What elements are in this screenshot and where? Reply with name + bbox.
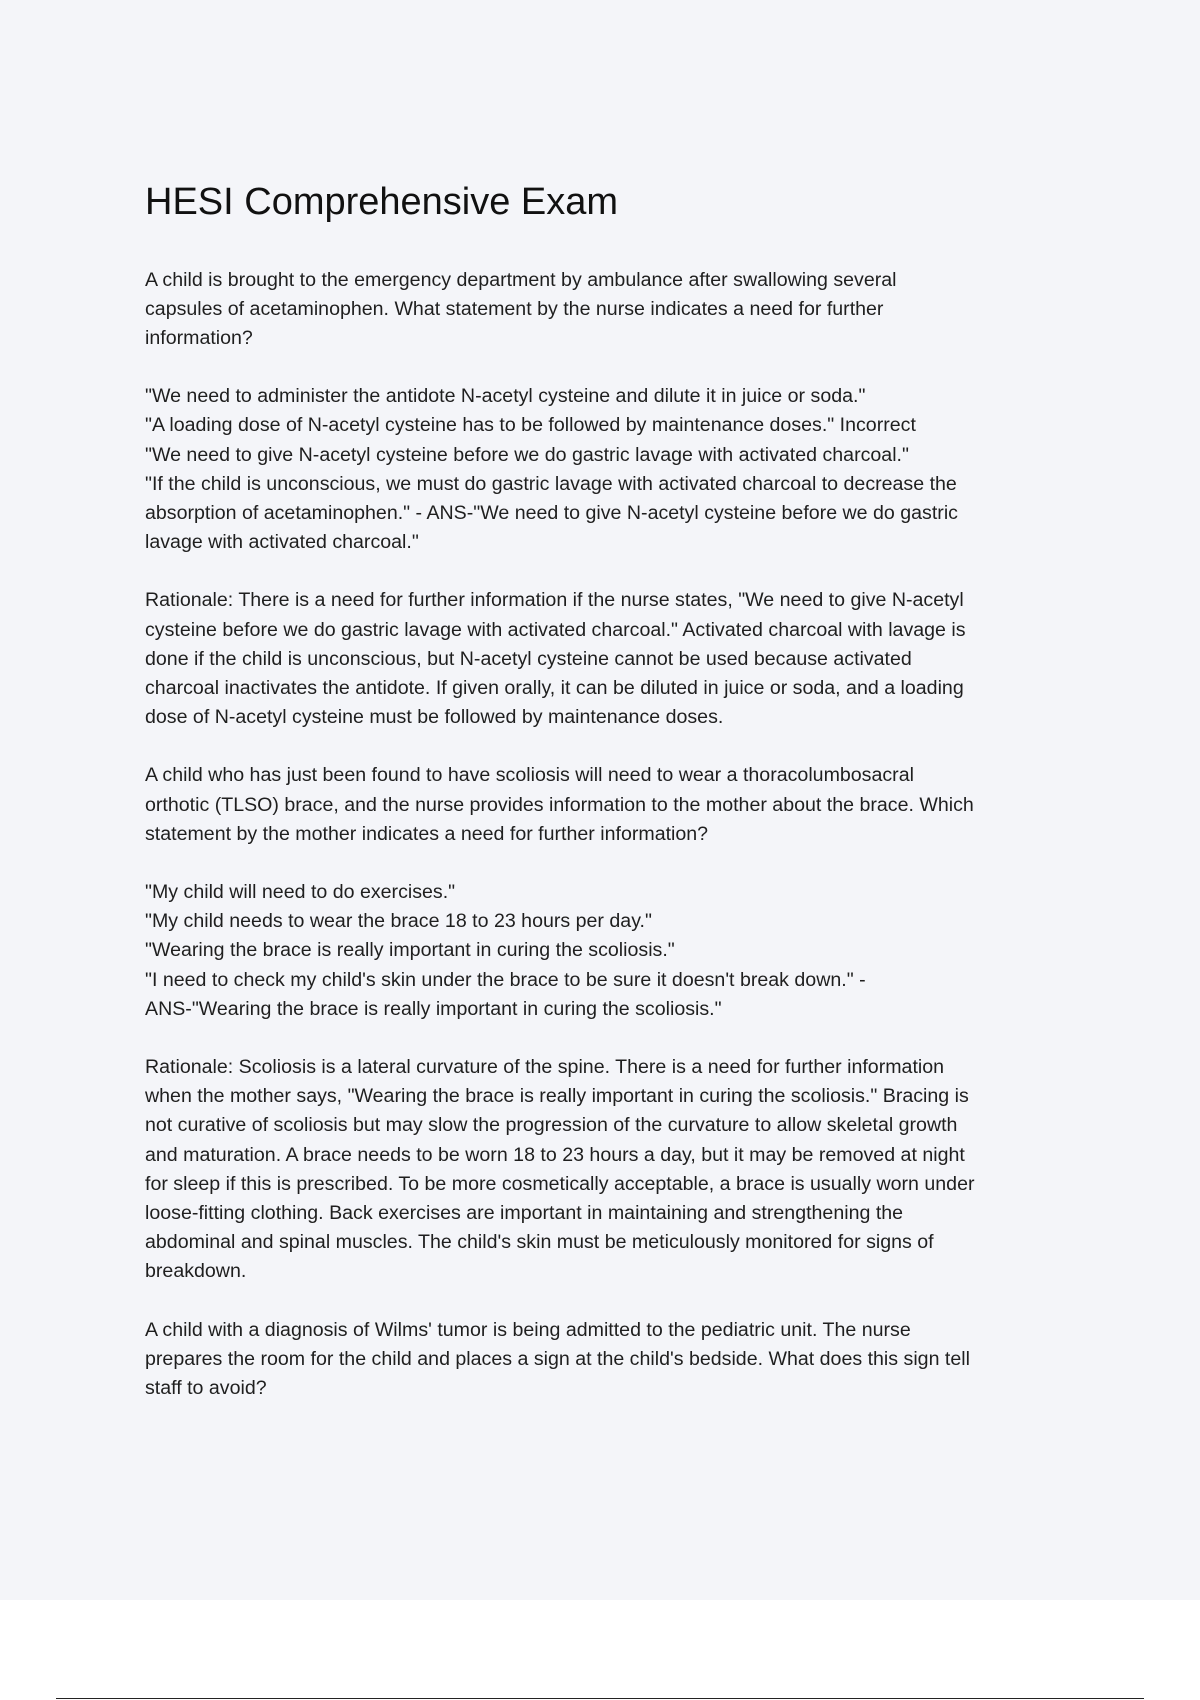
text-line: loose-fitting clothing. Back exercises are important in maintaining and strengthening the <box>145 1202 904 1225</box>
text-line: A child with a diagnosis of Wilms' tumor is being admitted to the pediatric unit. The nurse <box>145 1318 911 1341</box>
text-line: A child is brought to the emergency department by ambulance after swallowing several <box>145 268 897 291</box>
paragraph <box>145 382 1095 557</box>
document-body <box>145 180 1095 1432</box>
paragraph <box>145 878 1095 1024</box>
text-line: orthotic (TLSO) brace, and the nurse provides information to the mother about the brace. Which <box>145 793 974 816</box>
text-line: when the mother says, "Wearing the brace is really important in curing the scoliosis." Bracing is <box>145 1085 969 1108</box>
paragraph <box>145 266 1095 354</box>
text-line: charcoal inactivates the antidote. If given orally, it can be diluted in juice or soda, and a loading <box>145 677 964 700</box>
text-line: "A loading dose of N-acetyl cysteine has to be followed by maintenance doses." Incorrect <box>145 414 916 437</box>
text-line: ANS-"Wearing the brace is really important in curing the scoliosis." <box>145 997 722 1020</box>
text-line: Rationale: There is a need for further information if the nurse states, "We need to give N-acetyl <box>145 589 964 612</box>
paragraph <box>145 761 1095 849</box>
paragraph <box>145 586 1095 732</box>
text-line: "We need to give N-acetyl cysteine before we do gastric lavage with activated charcoal." <box>145 443 909 466</box>
paragraph <box>145 1316 1095 1404</box>
text-line: "We need to administer the antidote N-acetyl cysteine and dilute it in juice or soda." <box>145 385 866 408</box>
footer-divider <box>56 1698 1144 1699</box>
text-line: lavage with activated charcoal." <box>145 531 419 554</box>
text-line: information? <box>145 327 253 349</box>
text-line: "Wearing the brace is really important in curing the scoliosis." <box>145 939 675 962</box>
text-line: "If the child is unconscious, we must do gastric lavage with activated charcoal to decrease the <box>145 472 957 495</box>
text-line: capsules of acetaminophen. What statement by the nurse indicates a need for further <box>145 297 884 320</box>
text-line: "My child will need to do exercises." <box>145 881 456 904</box>
text-line: for sleep if this is prescribed. To be more cosmetically acceptable, a brace is usually worn under <box>145 1172 975 1195</box>
text-line: dose of N-acetyl cysteine must be followed by maintenance doses. <box>145 706 724 729</box>
text-line: prepares the room for the child and places a sign at the child's bedside. What does this sign tell <box>145 1347 970 1370</box>
text-line: cysteine before we do gastric lavage with activated charcoal." Activated charcoal with lavage is <box>145 618 966 641</box>
text-line: Rationale: Scoliosis is a lateral curvature of the spine. There is a need for further information <box>145 1056 945 1079</box>
paragraph-list <box>145 266 1095 1404</box>
text-line: abdominal and spinal muscles. The child's skin must be meticulously monitored for signs of <box>145 1231 934 1254</box>
document-title: HESI Comprehensive Exam <box>145 181 619 223</box>
text-line: done if the child is unconscious, but N-acetyl cysteine cannot be used because activated <box>145 647 912 670</box>
text-line: not curative of scoliosis but may slow the progression of the curvature to allow skeletal growth <box>145 1114 958 1137</box>
text-line: A child who has just been found to have scoliosis will need to wear a thoracolumbosacral <box>145 764 914 787</box>
text-line: "I need to check my child's skin under the brace to be sure it doesn't break down." - <box>145 968 866 991</box>
text-line: "My child needs to wear the brace 18 to 23 hours per day." <box>145 910 652 933</box>
paragraph <box>145 1053 1095 1287</box>
text-line: statement by the mother indicates a need for further information? <box>145 822 709 845</box>
text-line: absorption of acetaminophen." - ANS-"We need to give N-acetyl cysteine before we do gastric <box>145 502 958 525</box>
text-line: staff to avoid? <box>145 1377 267 1400</box>
text-line: and maturation. A brace needs to be worn 18 to 23 hours a day, but it may be removed at night <box>145 1143 965 1166</box>
text-line: breakdown. <box>145 1260 247 1283</box>
